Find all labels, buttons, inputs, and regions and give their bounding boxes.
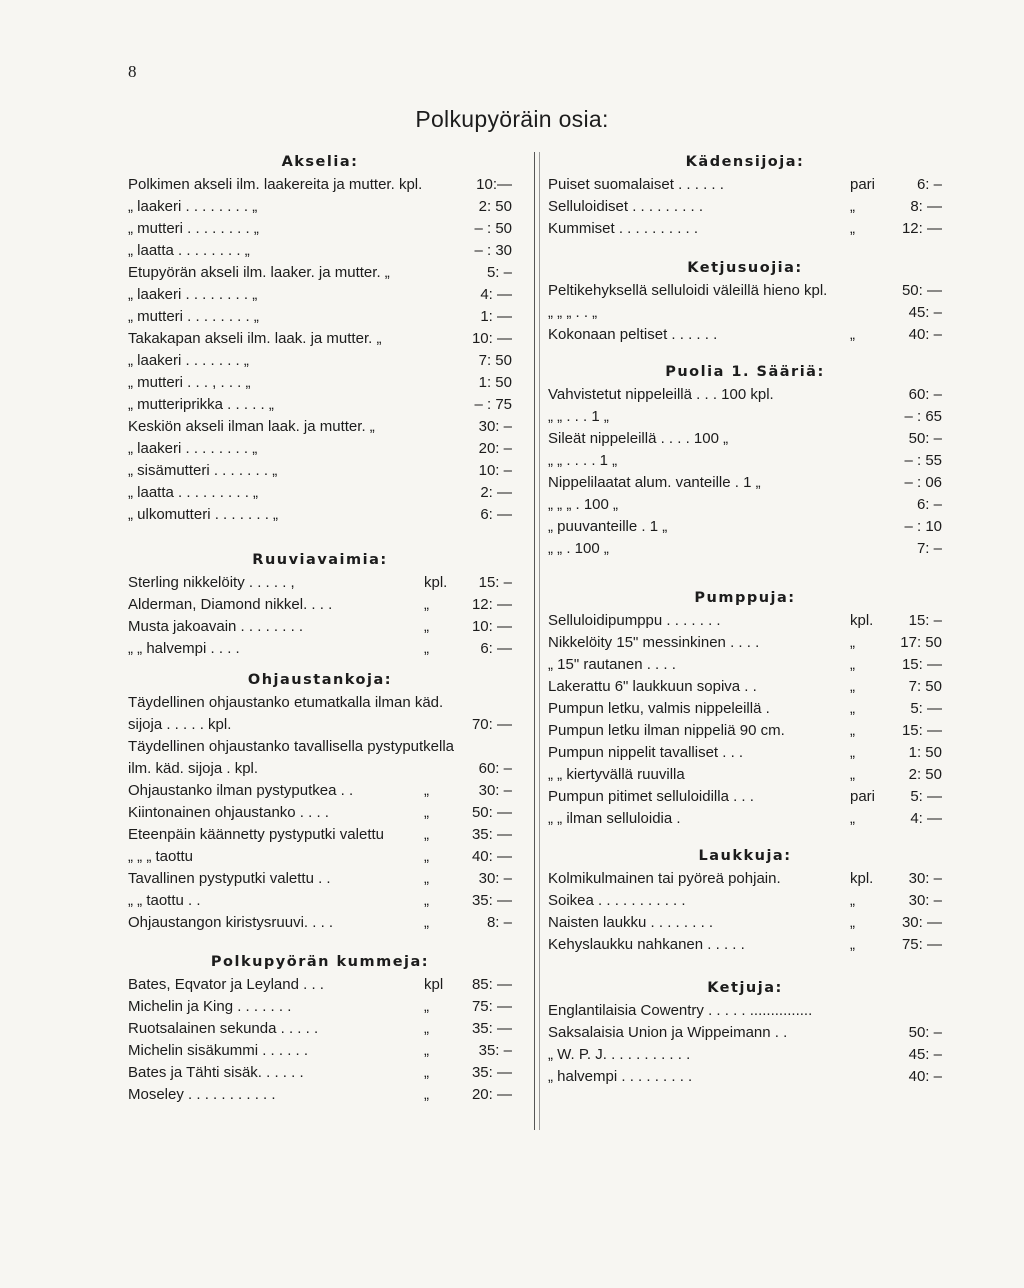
section-title: Akselia:: [281, 154, 359, 170]
item-description: Ohjaustanko ilman pystyputkea . .: [128, 782, 354, 799]
price-row: [548, 1044, 942, 1066]
item-description: Michelin sisäkummi . . . . . .: [128, 1042, 309, 1059]
item-price: 60: –: [478, 760, 512, 777]
price-row: [548, 472, 942, 494]
price-row: [548, 1022, 942, 1044]
section-title: Polkupyörän kummeja:: [210, 954, 430, 970]
item-price: 40: –: [908, 326, 942, 343]
item-price: 35: –: [478, 1042, 512, 1059]
price-row: [548, 538, 942, 560]
item-description: Sileät nippeleillä . . . . 100 „: [548, 430, 729, 447]
item-unit: „: [424, 914, 429, 931]
item-price: 30: –: [478, 418, 512, 435]
item-description: Englantilaisia Cowentry . . . . . ...............: [548, 1002, 813, 1019]
item-price: 5: —: [910, 700, 942, 717]
price-row: [128, 996, 512, 1018]
price-row: [548, 1000, 942, 1022]
item-price: – : 06: [904, 474, 942, 491]
item-price: 15: –: [908, 612, 942, 629]
price-row: [128, 306, 512, 328]
price-row: [128, 1084, 512, 1106]
item-price: – : 75: [474, 396, 512, 413]
item-unit: kpl: [424, 976, 444, 993]
price-row: [128, 868, 512, 890]
item-description: Täydellinen ohjaustanko tavallisella pystyputkella ilm. käd. sijoja . kpl.: [128, 738, 455, 777]
item-price: 75: —: [901, 936, 942, 953]
page-title: Polkupyöräin osia:: [415, 106, 609, 132]
item-description: Puiset suomalaiset . . . . . .: [548, 176, 724, 193]
price-row: [128, 350, 512, 372]
price-row: [548, 302, 942, 324]
item-unit: „: [850, 810, 855, 827]
price-row: [128, 174, 512, 196]
price-row: [128, 284, 512, 306]
price-row: [128, 912, 512, 934]
item-unit: „: [850, 700, 855, 717]
price-row: [128, 482, 512, 504]
item-description: Tavallinen pystyputki valettu . .: [128, 870, 331, 887]
item-description: Keskiön akseli ilman laak. ja mutter. „: [128, 418, 375, 435]
item-unit: „: [850, 766, 855, 783]
item-description: Kiintonainen ohjaustanko . . . .: [128, 804, 329, 821]
price-row: [128, 218, 512, 240]
item-price: 35: —: [471, 892, 512, 909]
item-unit: „: [424, 1064, 429, 1081]
item-price: – : 10: [904, 518, 942, 535]
item-price: 70: —: [471, 716, 512, 733]
item-unit: „: [424, 848, 429, 865]
item-price: 7: –: [916, 540, 942, 557]
price-row: [128, 802, 512, 824]
price-row: [548, 808, 942, 830]
item-price: 45: –: [908, 1046, 942, 1063]
price-row: [548, 632, 942, 654]
item-unit: „: [850, 936, 855, 953]
item-price: 7: 50: [908, 678, 942, 695]
item-description: Kokonaan peltiset . . . . . .: [548, 326, 718, 343]
item-description: „ „ . . . 1 „: [548, 408, 609, 425]
item-unit: „: [850, 634, 855, 651]
item-price: 15: —: [901, 722, 942, 739]
price-row: [548, 324, 942, 346]
item-price: – : 30: [474, 242, 512, 259]
item-description: „ ulkomutteri . . . . . . . „: [128, 506, 279, 523]
item-description: Ruotsalainen sekunda . . . . .: [128, 1020, 319, 1037]
item-unit: kpl.: [424, 574, 448, 591]
item-description: „ laakeri . . . . . . . . „: [128, 440, 258, 457]
item-price: 12: —: [471, 596, 512, 613]
right-column: [548, 150, 942, 1088]
item-description: Lakerattu 6" laukkuun sopiva . .: [548, 678, 757, 695]
item-description: Soikea . . . . . . . . . . .: [548, 892, 686, 909]
item-description: Sterling nikkelöity . . . . . ,: [128, 574, 295, 591]
item-description: Nippelilaatat alum. vanteille . 1 „: [548, 474, 761, 491]
item-price: 85: —: [471, 976, 512, 993]
price-section: [128, 950, 512, 1106]
item-description: Naisten laukku . . . . . . . .: [548, 914, 714, 931]
price-row: [548, 934, 942, 956]
item-price: 15: –: [478, 574, 512, 591]
item-unit: „: [424, 1020, 429, 1037]
item-price: 2: 50: [478, 198, 512, 215]
price-section: [128, 668, 512, 934]
item-price: 10: —: [471, 618, 512, 635]
item-description: Polkimen akseli ilm. laakereita ja mutter. kpl.: [128, 176, 423, 193]
item-unit: „: [850, 656, 855, 673]
item-price: 6: —: [480, 640, 512, 657]
item-description: Alderman, Diamond nikkel. . . .: [128, 596, 333, 613]
item-price: 35: —: [471, 1064, 512, 1081]
price-row: [548, 450, 942, 472]
item-price: 6: –: [916, 176, 942, 193]
item-description: „ „ kiertyvällä ruuvilla: [548, 766, 685, 783]
price-row: [128, 594, 512, 616]
item-unit: „: [424, 1086, 429, 1103]
item-price: 2: —: [480, 484, 512, 501]
price-row: [128, 974, 512, 996]
item-price: 7: 50: [478, 352, 512, 369]
column-divider-inner: [539, 152, 540, 1130]
price-row: [548, 890, 942, 912]
section-title: Ohjaustankoja:: [247, 672, 393, 688]
item-unit: „: [424, 618, 429, 635]
price-row: [128, 890, 512, 912]
item-unit: „: [424, 1042, 429, 1059]
price-row: [548, 280, 942, 302]
section-title: Kädensijoja:: [685, 154, 805, 170]
price-section: [128, 150, 512, 526]
item-description: Saksalaisia Union ja Wippeimann . .: [548, 1024, 788, 1041]
price-section: [548, 360, 942, 560]
item-unit: „: [850, 722, 855, 739]
item-unit: „: [850, 678, 855, 695]
section-title: Laukkuja:: [698, 848, 792, 864]
item-description: Etupyörän akseli ilm. laaker. ja mutter. „: [128, 264, 390, 281]
price-row: [128, 262, 512, 284]
item-unit: „: [850, 892, 855, 909]
item-description: Täydellinen ohjaustanko etumatkalla ilman käd. sijoja . . . . . kpl.: [128, 694, 444, 733]
item-price: 6: —: [480, 506, 512, 523]
item-unit: „: [424, 596, 429, 613]
price-row: [128, 504, 512, 526]
item-price: 17: 50: [900, 634, 942, 651]
price-row: [128, 196, 512, 218]
item-price: 1: 50: [908, 744, 942, 761]
item-price: 30: –: [908, 870, 942, 887]
item-description: Pumpun letku, valmis nippeleillä .: [548, 700, 770, 717]
item-unit: pari: [850, 788, 876, 805]
item-description: „ mutteri . . . , . . . „: [128, 374, 251, 391]
price-row: [128, 1018, 512, 1040]
item-description: „ „ ilman selluloidia .: [548, 810, 681, 827]
item-price: 75: —: [471, 998, 512, 1015]
item-unit: kpl.: [850, 612, 874, 629]
item-description: Pumpun pitimet selluloidilla . . .: [548, 788, 754, 805]
item-description: „ „ . 100 „: [548, 540, 609, 557]
item-description: Takakapan akseli ilm. laak. ja mutter. „: [128, 330, 382, 347]
section-title: Puolia 1. Sääriä:: [665, 364, 825, 380]
item-description: „ „ taottu . .: [128, 892, 201, 909]
price-row: [548, 406, 942, 428]
price-row: [128, 736, 512, 780]
price-section: [548, 256, 942, 346]
item-unit: „: [850, 326, 855, 343]
price-row: [548, 428, 942, 450]
price-section: [548, 976, 942, 1088]
price-row: [128, 372, 512, 394]
price-row: [128, 1040, 512, 1062]
item-price: 15: —: [901, 656, 942, 673]
item-description: „ mutteriprikka . . . . . „: [128, 396, 274, 413]
item-price: 6: –: [916, 496, 942, 513]
price-row: [548, 676, 942, 698]
item-price: 35: —: [471, 1020, 512, 1037]
item-description: Kolmikulmainen tai pyöreä pohjain.: [548, 870, 781, 887]
item-price: – : 50: [474, 220, 512, 237]
item-unit: „: [424, 870, 429, 887]
section-title: Ruuviavaimia:: [252, 552, 388, 568]
column-divider: [534, 152, 535, 1130]
price-row: [128, 240, 512, 262]
item-price: 4: —: [910, 810, 942, 827]
item-description: Michelin ja King . . . . . . .: [128, 998, 292, 1015]
item-unit: kpl.: [850, 870, 874, 887]
section-title: Ketjusuojia:: [687, 260, 803, 276]
item-description: Selluloidipumppu . . . . . . .: [548, 612, 721, 629]
price-row: [128, 416, 512, 438]
price-row: [128, 846, 512, 868]
price-section: [548, 150, 942, 240]
item-description: „ „ „ . . „: [548, 304, 598, 321]
price-row: [128, 616, 512, 638]
item-price: 35: —: [471, 826, 512, 843]
section-title: Pumppuja:: [694, 590, 796, 606]
price-row: [548, 494, 942, 516]
item-price: 50: —: [901, 282, 942, 299]
item-price: 40: —: [471, 848, 512, 865]
item-description: Selluloidiset . . . . . . . . .: [548, 198, 704, 215]
item-description: „ sisämutteri . . . . . . . „: [128, 462, 278, 479]
price-row: [128, 460, 512, 482]
item-price: 60: –: [908, 386, 942, 403]
price-row: [548, 868, 942, 890]
section-title: Ketjuja:: [707, 980, 783, 996]
item-description: Peltikehyksellä selluloidi väleillä hieno kpl.: [548, 282, 828, 299]
item-unit: „: [424, 782, 429, 799]
item-description: Eteenpäin käännetty pystyputki valettu: [128, 826, 384, 843]
item-description: „ 15" rautanen . . . .: [548, 656, 676, 673]
item-unit: „: [850, 914, 855, 931]
item-price: 1: —: [480, 308, 512, 325]
price-row: [548, 218, 942, 240]
item-description: „ mutteri . . . . . . . . „: [128, 220, 259, 237]
item-description: Bates, Eqvator ja Leyland . . .: [128, 976, 324, 993]
item-unit: „: [850, 744, 855, 761]
price-row: [548, 384, 942, 406]
item-price: 12: —: [901, 220, 942, 237]
price-row: [548, 786, 942, 808]
left-column: [128, 150, 512, 1106]
item-price: 50: –: [908, 1024, 942, 1041]
price-row: [548, 764, 942, 786]
item-unit: „: [424, 640, 429, 657]
item-price: 40: –: [908, 1068, 942, 1085]
price-row: [548, 174, 942, 196]
item-description: „ laatta . . . . . . . . „: [128, 242, 250, 259]
price-row: [128, 394, 512, 416]
item-price: 30: –: [478, 870, 512, 887]
item-price: 8: —: [910, 198, 942, 215]
item-unit: „: [424, 826, 429, 843]
item-unit: „: [424, 804, 429, 821]
item-description: „ „ halvempi . . . .: [128, 640, 240, 657]
price-row: [548, 654, 942, 676]
item-description: „ „ . . . . 1 „: [548, 452, 618, 469]
price-row: [548, 610, 942, 632]
price-row: [128, 692, 512, 736]
item-description: „ puuvanteille . 1 „: [548, 518, 668, 535]
item-description: „ laakeri . . . . . . . . „: [128, 286, 258, 303]
item-price: 10: –: [478, 462, 512, 479]
item-description: „ halvempi . . . . . . . . .: [548, 1068, 693, 1085]
item-price: 5: –: [486, 264, 512, 281]
price-row: [128, 328, 512, 350]
item-description: Bates ja Tähti sisäk. . . . . .: [128, 1064, 304, 1081]
item-description: „ W. P. J. . . . . . . . . . .: [548, 1046, 691, 1063]
price-row: [548, 912, 942, 934]
item-price: 8: –: [486, 914, 512, 931]
item-price: 2: 50: [908, 766, 942, 783]
price-section: [548, 586, 942, 830]
item-price: 50: —: [471, 804, 512, 821]
price-row: [548, 742, 942, 764]
item-price: 30: –: [908, 892, 942, 909]
item-price: 10: —: [471, 330, 512, 347]
item-price: 50: –: [908, 430, 942, 447]
item-description: „ laakeri . . . . . . . . „: [128, 198, 258, 215]
item-description: Vahvistetut nippeleillä . . . 100 kpl.: [548, 386, 774, 403]
item-price: 1: 50: [478, 374, 512, 391]
price-row: [128, 438, 512, 460]
item-description: Kehyslaukku nahkanen . . . . .: [548, 936, 745, 953]
item-description: Moseley . . . . . . . . . . .: [128, 1086, 276, 1103]
item-description: „ mutteri . . . . . . . . „: [128, 308, 259, 325]
item-description: „ laakeri . . . . . . . „: [128, 352, 249, 369]
item-price: 30: —: [901, 914, 942, 931]
price-section: [548, 844, 942, 956]
item-price: 20: –: [478, 440, 512, 457]
price-row: [548, 720, 942, 742]
item-unit: „: [850, 198, 855, 215]
item-description: Kummiset . . . . . . . . . .: [548, 220, 699, 237]
price-row: [128, 824, 512, 846]
item-price: 5: —: [910, 788, 942, 805]
item-description: Pumpun letku ilman nippeliä 90 cm.: [548, 722, 785, 739]
item-price: 10:—: [476, 176, 512, 193]
item-description: „ „ „ . 100 „: [548, 496, 619, 513]
item-description: Ohjaustangon kiristysruuvi. . . .: [128, 914, 334, 931]
price-row: [548, 196, 942, 218]
price-row: [548, 516, 942, 538]
item-unit: „: [424, 998, 429, 1015]
item-price: 4: —: [480, 286, 512, 303]
item-price: 30: –: [478, 782, 512, 799]
item-description: Pumpun nippelit tavalliset . . .: [548, 744, 744, 761]
price-row: [128, 638, 512, 660]
item-unit: „: [850, 220, 855, 237]
price-row: [128, 572, 512, 594]
item-description: Musta jakoavain . . . . . . . .: [128, 618, 304, 635]
price-row: [548, 698, 942, 720]
item-description: „ „ „ taottu: [128, 848, 194, 865]
item-description: „ laatta . . . . . . . . . „: [128, 484, 259, 501]
item-price: 20: —: [471, 1086, 512, 1103]
item-price: – : 65: [904, 408, 942, 425]
item-price: 45: –: [908, 304, 942, 321]
price-row: [548, 1066, 942, 1088]
page-number: 8: [128, 62, 137, 81]
item-description: Nikkelöity 15" messinkinen . . . .: [548, 634, 760, 651]
item-unit: pari: [850, 176, 876, 193]
price-row: [128, 1062, 512, 1084]
price-row: [128, 780, 512, 802]
item-price: – : 55: [904, 452, 942, 469]
price-section: [128, 548, 512, 660]
item-unit: „: [424, 892, 429, 909]
